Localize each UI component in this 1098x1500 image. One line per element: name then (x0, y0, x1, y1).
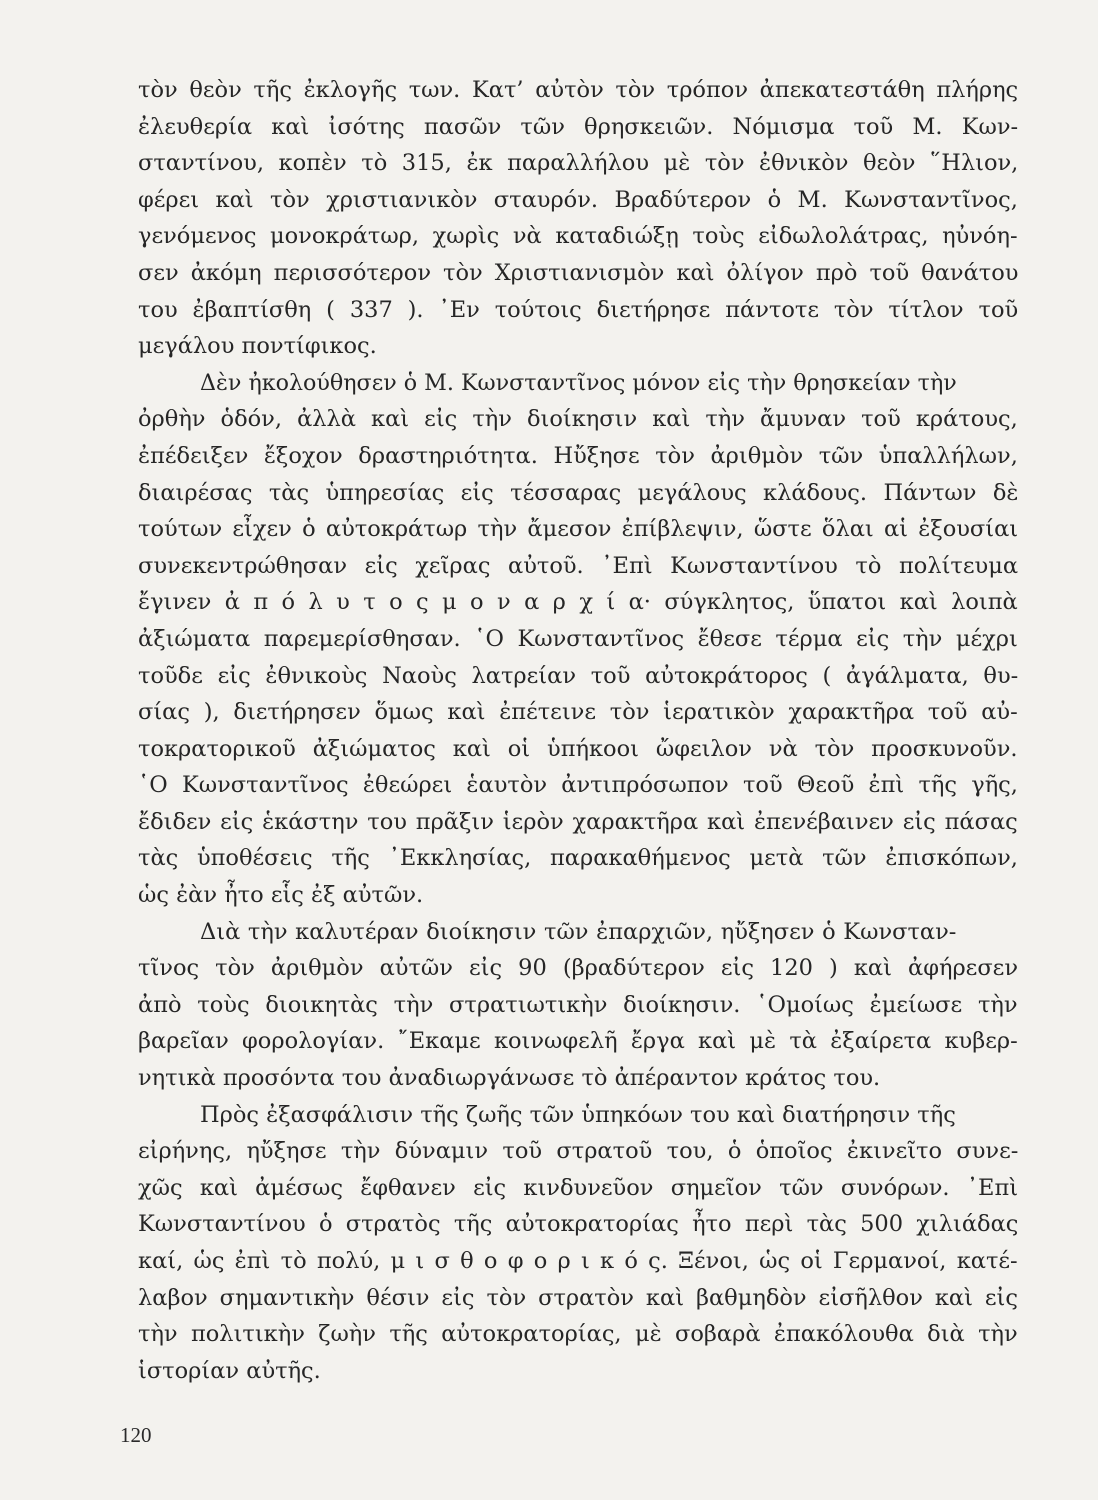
text-line: καί, ὡς ἐπὶ τὸ πολύ, μ ι σ θ ο φ ο ρ ι κ ό ς. Ξένοι, ὡς οἱ Γερμανοί, κατέ- (138, 1248, 1018, 1274)
text-line: γενόμενος μονοκράτωρ, χωρὶς νὰ καταδιώξῃ τοὺς εἰδωλολάτρας, ηὐνόη- (138, 223, 1018, 250)
text-line: Δὲν ἠκολούθησεν ὁ Μ. Κωνσταντῖνος μόνον εἰς τὴν θρησκείαν τὴν (200, 369, 957, 396)
body-text (138, 72, 1018, 1389)
text-line: ὀρθὴν ὁδόν, ἀλλὰ καὶ εἰς τὴν διοίκησιν καὶ τὴν ἄμυναν τοῦ κράτους, (138, 406, 1018, 433)
text-line: του ἐβαπτίσθη ( 337 ). ᾿Εν τούτοις διετήρησε πάντοτε τὸν τίτλον τοῦ (138, 296, 1019, 323)
paragraph-3 (138, 914, 1018, 1097)
text-line: ἔγινεν ἀ π ό λ υ τ ο ς μ ο ν α ρ χ ί α· σύγκλητος, ὕπατοι καὶ λοιπὰ (138, 589, 1018, 616)
text-line: νητικὰ προσόντα του ἀναδιωργάνωσε τὸ ἀπέραντον κράτος του. (138, 1065, 881, 1092)
text-line: τοῦδε εἰς ἐθνικοὺς Ναοὺς λατρείαν τοῦ αὐτοκράτορος ( ἀγάλματα, θυ- (138, 662, 1019, 689)
text-line: ἀξιώματα παρεμερίσθησαν. ῾Ο Κωνσταντῖνος ἔθεσε τέρμα εἰς τὴν μέχρι (138, 625, 1018, 652)
paragraph-4 (138, 1097, 1018, 1390)
text-line: σταντίνου, κοπὲν τὸ 315, ἐκ παραλλήλου μὲ τὸν ἐθνικὸν θεὸν ῞Ηλιον, (138, 150, 1019, 177)
text-line: σίας ), διετήρησεν ὅμως καὶ ἐπέτεινε τὸν ἱερατικὸν χαρακτῆρα τοῦ αὐ- (138, 699, 1018, 726)
text-line: τὸν θεὸν τῆς ἐκλογῆς των. Κατ’ αὐτὸν τὸν τρόπον ἀπεκατεστάθη πλήρης (138, 77, 1019, 103)
text-line: σεν ἀκόμη περισσότερον τὸν Χριστιανισμὸν καὶ ὀλίγον πρὸ τοῦ θανάτου (138, 259, 1019, 286)
text-line: ἔδιδεν εἰς ἑκάστην του πρᾶξιν ἱερὸν χαρακτῆρα καὶ ἐπενέβαινεν εἰς πάσας (138, 808, 1018, 835)
text-line: ἐλευθερία καὶ ἰσότης πασῶν τῶν θρησκειῶν. Νόμισμα τοῦ Μ. Κων- (138, 113, 1019, 140)
text-line: τοκρατορικοῦ ἀξιώματος καὶ οἱ ὑπήκοοι ὤφειλον νὰ τὸν προσκυνοῦν. (138, 735, 1018, 762)
text-line: συνεκεντρώθησαν εἰς χεῖρας αὐτοῦ. ᾿Επὶ Κωνσταντίνου τὸ πολίτευμα (138, 552, 1019, 579)
text-line: χῶς καὶ ἀμέσως ἔφθανεν εἰς κινδυνεῦον σημεῖον τῶν συνόρων. ᾿Επὶ (138, 1174, 1019, 1201)
text-line: ῾Ο Κωνσταντῖνος ἐθεώρει ἑαυτὸν ἀντιπρόσωπον τοῦ Θεοῦ ἐπὶ τῆς γῆς, (138, 772, 1018, 799)
text-line: βαρεῖαν φορολογίαν. ῎Εκαμε κοινωφελῆ ἔργα καὶ μὲ τὰ ἐξαίρετα κυβερ- (138, 1028, 1018, 1055)
text-line: εἰρήνης, ηὔξησε τὴν δύναμιν τοῦ στρατοῦ του, ὁ ὁποῖος ἐκινεῖτο συνε- (138, 1138, 1019, 1165)
page-number: 120 (120, 1423, 152, 1447)
text-line: τὴν πολιτικὴν ζωὴν τῆς αὐτοκρατορίας, μὲ σοβαρὰ ἐπακόλουθα διὰ τὴν (138, 1321, 1018, 1348)
text-line: ἀπὸ τοὺς διοικητὰς τὴν στρατιωτικὴν διοίκησιν. ῾Ομοίως ἐμείωσε τὴν (138, 991, 1018, 1018)
text-line: ἐπέδειξεν ἔξοχον δραστηριότητα. Ηὔξησε τὸν ἀριθμὸν τῶν ὑπαλλήλων, (138, 442, 1018, 469)
text-line: Διὰ τὴν καλυτέραν διοίκησιν τῶν ἐπαρχιῶν, ηὔξησεν ὁ Κωνσταν- (200, 918, 957, 945)
text-line: λαβον σημαντικὴν θέσιν εἰς τὸν στρατὸν καὶ βαθμηδὸν εἰσῆλθον καὶ εἰς (138, 1284, 1018, 1311)
text-line: Πρὸς ἐξασφάλισιν τῆς ζωῆς τῶν ὑπηκόων του καὶ διατήρησιν τῆς (200, 1101, 956, 1128)
paragraph-2 (138, 365, 1018, 914)
text-line: Κωνσταντίνου ὁ στρατὸς τῆς αὐτοκρατορίας ἦτο περὶ τὰς 500 χιλιάδας (138, 1211, 1019, 1238)
text-line: τὰς ὑποθέσεις τῆς ᾿Εκκλησίας, παρακαθήμενος μετὰ τῶν ἐπισκόπων, (138, 845, 1018, 872)
text-line: τῖνος τὸν ἀριθμὸν αὐτῶν εἰς 90 (βραδύτερον εἰς 120 ) καὶ ἀφήρεσεν (138, 955, 1019, 982)
text-line: φέρει καὶ τὸν χριστιανικὸν σταυρόν. Βραδύτερον ὁ Μ. Κωνσταντῖνος, (138, 186, 1018, 213)
text-line: διαιρέσας τὰς ὑπηρεσίας εἰς τέσσαρας μεγάλους κλάδους. Πάντων δὲ (138, 479, 1019, 506)
paragraph-1 (138, 72, 1018, 365)
text-line: μεγάλου ποντίφικος. (138, 333, 377, 360)
text-line: ὡς ἐὰν ἦτο εἷς ἐξ αὐτῶν. (138, 882, 424, 909)
text-line: ἱστορίαν αὐτῆς. (138, 1357, 321, 1384)
text-line: τούτων εἶχεν ὁ αὐτοκράτωρ τὴν ἄμεσον ἐπίβλεψιν, ὥστε ὅλαι αἱ ἐξουσίαι (138, 516, 1019, 543)
